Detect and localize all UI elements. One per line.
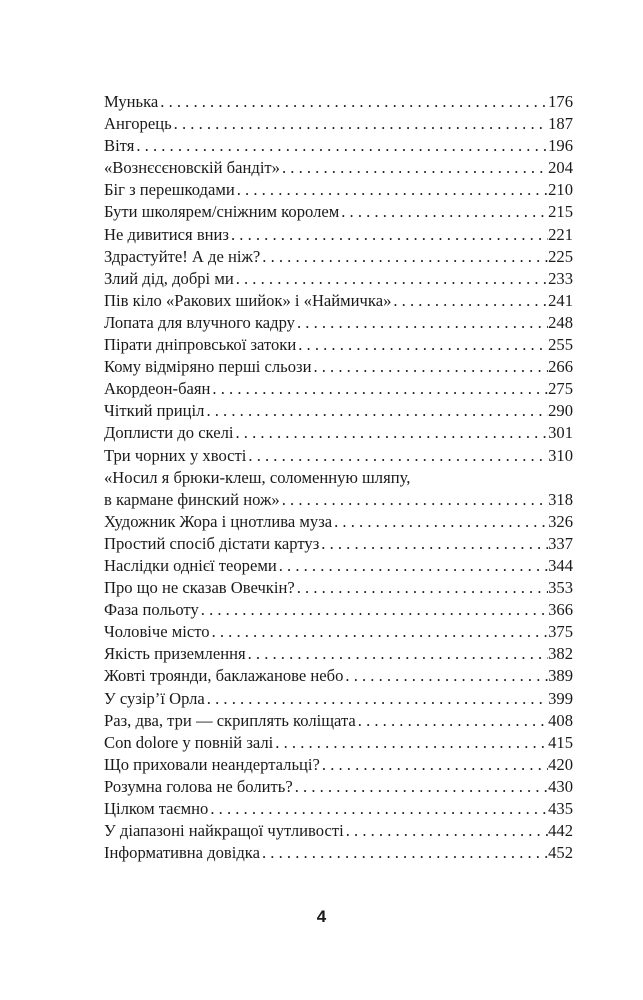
toc-entry [104,201,573,223]
toc-entry-page: 210 [548,180,573,200]
toc-entry-page: 435 [548,799,573,818]
toc-entry-page: 196 [548,136,573,156]
toc-entry-page: 225 [548,246,573,266]
table-of-contents [104,91,573,864]
toc-entry-title: Три чорних у хвості [104,445,247,465]
toc-entry-title: Пів кіло «Ракових шийок» і «Наймичка» [104,290,392,310]
leader-dots [199,599,548,621]
toc-entry-title: Раз, два, три — скриплять коліщата [104,710,356,730]
leader-dots [332,511,548,533]
toc-entry [104,599,573,621]
leader-dots [246,643,549,665]
leader-dots [233,422,548,444]
leader-dots [210,378,548,400]
leader-dots [234,268,548,290]
toc-entry [104,820,573,842]
toc-entry-title: Фаза польоту [104,600,199,620]
page-number: 4 [316,907,327,926]
toc-entry-title: Злий дід, добрі ми [104,268,234,288]
leader-dots [277,555,548,577]
leader-dots [235,179,548,201]
toc-entry-line2 [104,489,573,511]
toc-entry-title: Бути школярем/сніжним королем [104,202,340,222]
toc-entry-page: 290 [548,401,573,421]
toc-entry [104,224,573,246]
leader-dots [295,312,548,334]
toc-entry-title: Художник Жора і цнотлива муза [104,511,333,531]
toc-entry-page: 399 [548,688,573,708]
toc-entry [104,665,573,687]
toc-entry-title: Що приховали неандертальці? [104,754,320,774]
toc-entry-page: 420 [548,754,573,774]
toc-entry-page: 408 [548,710,573,730]
toc-entry-title: Чіткий приціл [104,401,205,421]
toc-entry [104,378,573,400]
toc-entry-title: У діапазоні найкращої чутливості [104,821,344,841]
toc-entry-title: Мунька [104,92,159,111]
toc-entry [104,621,573,643]
toc-entry [104,290,573,312]
toc-entry [104,511,573,533]
toc-entry-title: Простий спосіб дістати картуз [104,533,320,553]
leader-dots [134,135,548,157]
leader-dots [280,489,548,511]
toc-entry [104,643,573,665]
toc-entry-title: Лопата для влучного кадру [104,312,295,332]
toc-entry-page: 318 [548,489,573,509]
toc-entry [104,842,573,864]
toc-entry [104,179,573,201]
toc-entry-page: 353 [548,578,573,598]
toc-entry-title: Не дивитися вниз [104,224,229,244]
toc-entry [104,246,573,268]
leader-dots [320,754,548,776]
toc-entry [104,710,573,732]
toc-entry-title: Цілком таємно [104,799,209,818]
leader-dots [273,732,548,754]
toc-entry-page: 442 [548,821,573,841]
toc-entry-page: 430 [548,776,573,796]
toc-entry-title: Про що не сказав Овечкін? [104,578,295,598]
leader-dots [210,621,549,643]
toc-entry [104,533,573,555]
toc-entry-title: Інформативна довідка [104,843,260,863]
leader-dots [344,820,548,842]
toc-entry-page: 389 [548,666,573,686]
toc-entry-page: 241 [548,290,573,310]
toc-entry-page: 266 [548,357,573,377]
toc-entry [104,754,573,776]
toc-entry [104,356,573,378]
leader-dots [339,201,548,223]
toc-entry [104,577,573,599]
leader-dots [356,710,548,732]
leader-dots [391,290,548,312]
toc-entry [104,400,573,422]
toc-entry-page: 382 [548,644,573,664]
toc-entry-page: 215 [548,202,573,222]
toc-entry [104,113,573,135]
toc-entry-page: 310 [548,445,573,465]
toc-entry-page: 221 [548,224,573,244]
toc-entry-title: Вітя [104,136,135,156]
toc-entry [104,688,573,710]
toc-entry-title: «Вознєсєновскій бандіт» [104,158,280,178]
toc-entry-title: Жовті троянди, баклажанове небо [104,666,344,686]
leader-dots [343,665,548,687]
toc-entry [104,268,573,290]
toc-entry-title: Кому відміряно перші сльози [104,357,312,377]
toc-entry [104,776,573,798]
leader-dots [319,533,548,555]
toc-entry-page: 337 [548,533,573,553]
toc-entry-title-line1: «Носил я брюки-клеш, соломенную шляпу, [104,467,411,487]
toc-entry-title: Ангорець [104,114,172,134]
leader-dots [293,776,548,798]
toc-entry [104,555,573,577]
toc-entry-title: Con dolore у повній залі [104,732,274,752]
toc-entry-title: Наслідки однієї теореми [104,555,277,575]
toc-entry-title: У сузір’ї Орла [104,688,205,708]
leader-dots [204,400,548,422]
leader-dots [172,113,548,135]
leader-dots [296,334,548,356]
leader-dots [280,157,548,179]
toc-entry-page: 301 [548,423,573,443]
toc-entry-page: 375 [548,622,573,642]
toc-entry-page: 204 [548,158,573,178]
toc-entry-title-line2: в кармане финский нож» [104,489,280,509]
leader-dots [311,356,548,378]
toc-entry-two-line [104,467,573,511]
toc-entry [104,798,573,820]
leader-dots [158,91,548,113]
leader-dots [205,688,548,710]
toc-entry-page: 255 [548,335,573,355]
leader-dots [246,445,548,467]
toc-entry-title: Якість приземлення [104,644,246,664]
toc-entry-page: 176 [548,92,573,111]
toc-entry-title: Акордеон-баян [104,379,211,399]
leader-dots [229,224,548,246]
toc-entry-title: Розумна голова не болить? [104,776,293,796]
toc-entry-title: Біг з перешкодами [104,180,235,200]
toc-entry [104,732,573,754]
toc-entry-page: 187 [548,114,573,134]
toc-entry-page: 415 [548,732,573,752]
toc-entry-page: 344 [548,555,573,575]
toc-entry [104,422,573,444]
toc-entry [104,312,573,334]
toc-entry [104,135,573,157]
toc-entry [104,334,573,356]
toc-entry-page: 248 [548,312,573,332]
toc-entry-page: 452 [548,843,573,863]
toc-entry [104,157,573,179]
toc-entry-title: Чоловіче місто [104,622,210,642]
toc-entry-page: 275 [548,379,573,399]
leader-dots [260,246,548,268]
toc-entry-page: 233 [548,268,573,288]
toc-entry-title: Доплисти до скелі [104,423,234,443]
toc-entry-page: 326 [548,511,573,531]
toc-entry-title: Пірати дніпровської затоки [104,335,297,355]
toc-entry [104,445,573,467]
toc-entry [104,91,573,113]
leader-dots [208,798,548,820]
toc-entry-page: 366 [548,600,573,620]
leader-dots [295,577,548,599]
toc-entry-title: Здрастуйте! А де ніж? [104,246,261,266]
leader-dots [260,842,548,864]
